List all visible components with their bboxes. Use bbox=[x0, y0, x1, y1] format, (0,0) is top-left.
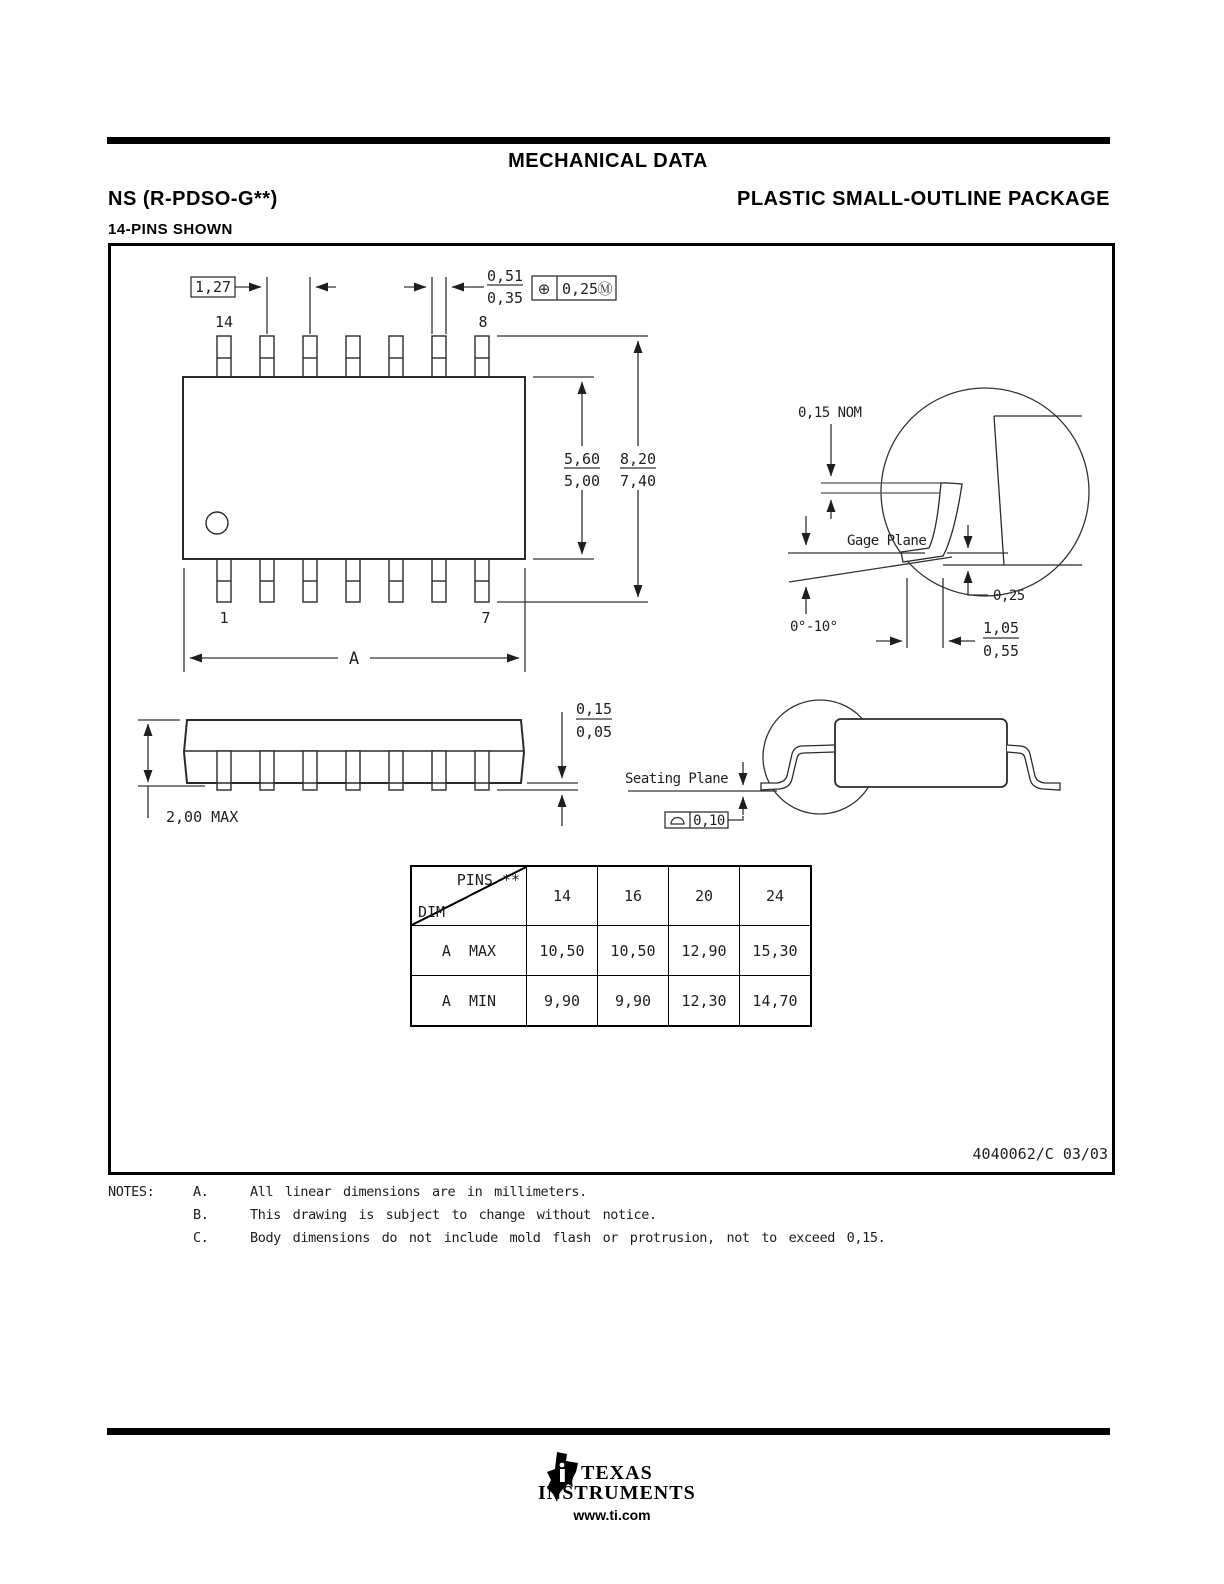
table-value: 9,90 bbox=[527, 976, 598, 1025]
variant-note: 14-PINS SHOWN bbox=[108, 221, 233, 238]
table-value: 12,90 bbox=[669, 926, 740, 976]
table-corner-pins: PINS ** bbox=[456, 871, 520, 889]
note-row bbox=[108, 1230, 885, 1246]
package-body bbox=[183, 377, 525, 559]
table-header-pins: 14 bbox=[527, 867, 598, 926]
package-type: PLASTIC SMALL-OUTLINE PACKAGE bbox=[736, 188, 1110, 210]
note-key: A. bbox=[193, 1184, 209, 1200]
seating-plane-label: Seating Plane bbox=[625, 771, 729, 787]
table-header-pins: 20 bbox=[669, 867, 740, 926]
dim-standoff-min: 0,05 bbox=[575, 723, 613, 741]
note-row bbox=[108, 1207, 885, 1223]
note-text: All linear dimensions are in millimeters. bbox=[250, 1184, 587, 1200]
table-value: 10,50 bbox=[527, 926, 598, 976]
notes-heading: NOTES: bbox=[108, 1184, 155, 1200]
table-corner-dim: DIM bbox=[418, 903, 446, 921]
package-code: NS (R-PDSO-G**) bbox=[108, 188, 278, 210]
note-text: Body dimensions do not include mold flash or protrusion, not to exceed 0,15. bbox=[250, 1230, 886, 1246]
dim-lead-thickness: 0,15 NOM bbox=[798, 405, 862, 421]
bottom-pins bbox=[217, 559, 489, 602]
dim-length-label: A bbox=[348, 649, 360, 669]
dim-height-max: 2,00 MAX bbox=[166, 808, 239, 826]
dim-overall-width-min: 7,40 bbox=[619, 472, 657, 490]
note-key: C. bbox=[193, 1230, 209, 1246]
table-value: 10,50 bbox=[598, 926, 669, 976]
body-width-dimension bbox=[533, 377, 600, 559]
gage-plane-label: Gage Plane bbox=[847, 533, 927, 549]
footer-rule bbox=[107, 1428, 1110, 1435]
dim-lead-width-min: 0,35 bbox=[486, 289, 524, 307]
gull-wing-lead bbox=[901, 483, 962, 562]
brand-name-texas: TEXAS bbox=[581, 1462, 653, 1484]
dim-position-tolerance: 0,25 bbox=[561, 280, 599, 298]
pin-label-14: 14 bbox=[214, 313, 234, 331]
note-row bbox=[108, 1184, 885, 1200]
note-key: B. bbox=[193, 1207, 209, 1223]
website-url: www.ti.com bbox=[573, 1507, 651, 1523]
lead-bend-detail bbox=[788, 388, 1089, 648]
notes-section bbox=[108, 1184, 885, 1253]
dim-lead-angle: 0°-10° bbox=[790, 619, 838, 635]
dim-pitch: 1,27 bbox=[194, 278, 232, 296]
table-row-label: A MIN bbox=[412, 976, 527, 1025]
dim-gage-offset: 0,25 bbox=[993, 588, 1025, 604]
end-view-body bbox=[835, 719, 1007, 787]
table-header-pins: 24 bbox=[740, 867, 810, 926]
table-corner-cell bbox=[412, 867, 527, 926]
mmc-modifier-icon: Ⓜ bbox=[597, 280, 613, 298]
table-header-pins: 16 bbox=[598, 867, 669, 926]
dim-foot-length-max: 1,05 bbox=[982, 619, 1020, 637]
seating-plane-detail bbox=[628, 700, 1060, 828]
table-value: 14,70 bbox=[752, 991, 798, 1010]
doc-number: 4040062/C 03/03 bbox=[972, 1145, 1108, 1163]
pin-label-7: 7 bbox=[481, 609, 491, 627]
package-side-view bbox=[184, 720, 524, 790]
dim-lead-width-max: 0,51 bbox=[486, 267, 524, 285]
table-value: 15,30 bbox=[740, 926, 810, 976]
pin-label-8: 8 bbox=[478, 313, 488, 331]
end-view-right-lead bbox=[1007, 745, 1060, 790]
dim-body-width-min: 5,00 bbox=[563, 472, 601, 490]
pin-dimension-table bbox=[410, 865, 812, 1027]
page-title: MECHANICAL DATA bbox=[508, 150, 708, 172]
position-symbol-icon: ⊕ bbox=[537, 280, 551, 298]
note-text: This drawing is subject to change without notice. bbox=[250, 1207, 657, 1223]
table-value: 9,90 bbox=[598, 976, 669, 1025]
brand-name-instruments: INSTRUMENTS bbox=[538, 1482, 696, 1504]
dim-overall-width-max: 8,20 bbox=[619, 450, 657, 468]
dim-foot-length-min: 0,55 bbox=[982, 642, 1020, 660]
dim-standoff-max: 0,15 bbox=[575, 700, 613, 718]
flatness-symbol-icon bbox=[671, 818, 684, 825]
top-pins bbox=[217, 336, 489, 377]
table-row-label: A MAX bbox=[412, 926, 527, 976]
dim-body-width-max: 5,60 bbox=[563, 450, 601, 468]
dim-flatness: 0,10 bbox=[693, 813, 725, 829]
table-value: 12,30 bbox=[669, 976, 740, 1025]
end-view-left-lead bbox=[761, 745, 835, 790]
pin-label-1: 1 bbox=[219, 609, 229, 627]
package-top-view bbox=[183, 336, 525, 602]
